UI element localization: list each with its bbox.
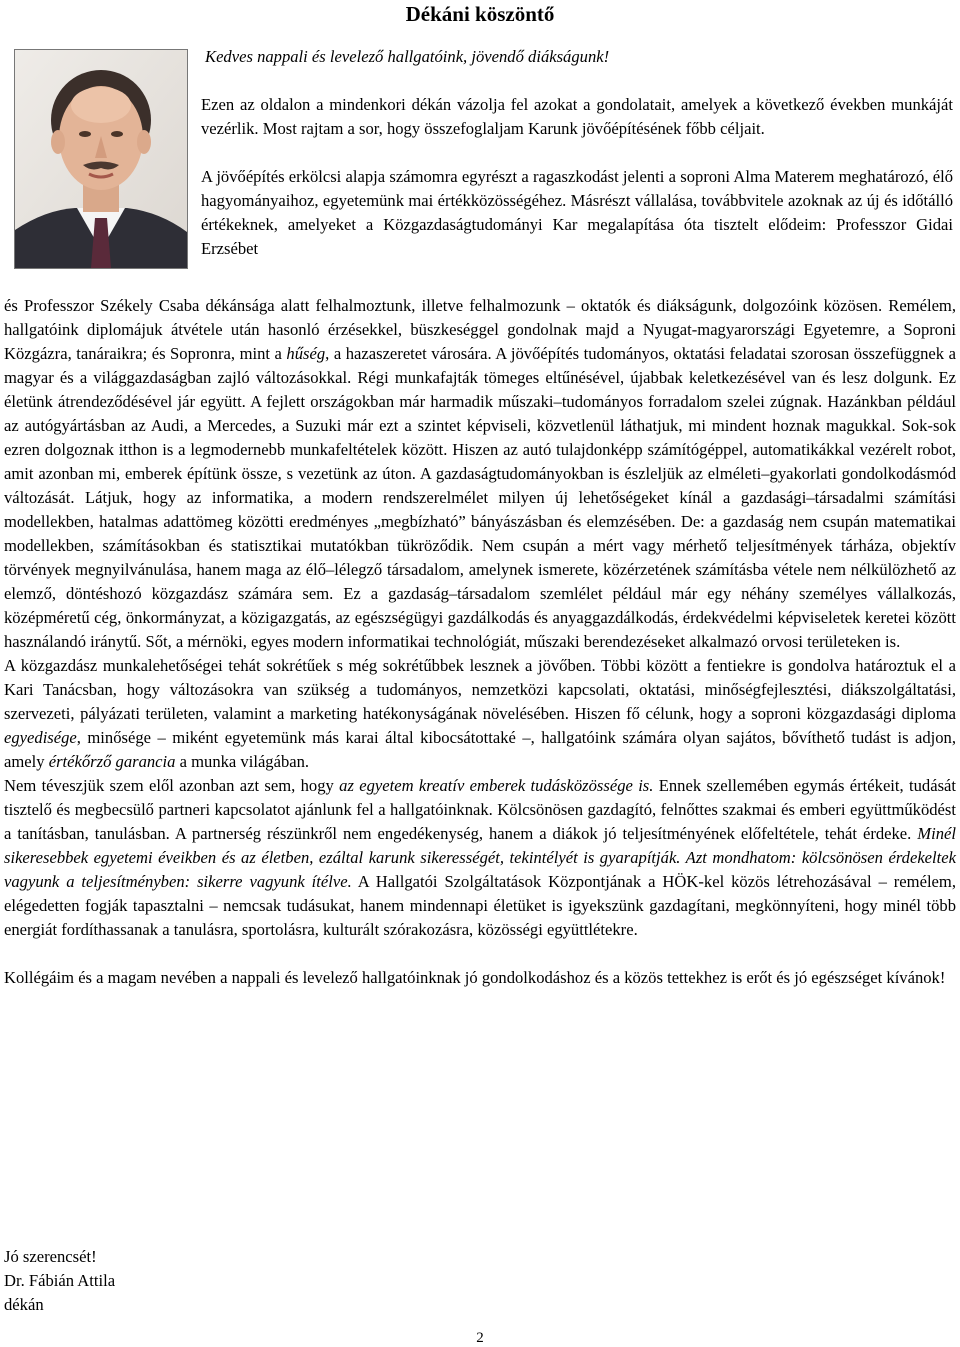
emphasis-egyedisege: egyedisége [4, 728, 77, 747]
sign-wish: Jó szerencsét! [4, 1247, 97, 1266]
page-title: Dékáni köszöntő [405, 2, 555, 26]
dean-portrait-photo [14, 49, 188, 269]
body-paragraph-2-text-c: a munka világában. [175, 752, 310, 771]
intro-section [201, 45, 953, 261]
sign-name: Dr. Fábián Attila [4, 1271, 116, 1290]
emphasis-ertekorzo-garancia: értékőrző garancia [48, 752, 176, 771]
signature-block [4, 1245, 115, 1317]
page-number: 2 [476, 1330, 484, 1346]
intro-paragraph-1: Ezen az oldalon a mindenkori dékán vázolja fel azokat a gondolatait, amelyek a következő években munkáját vezérlik. Most rajtam a sor, hogy összefoglaljam Karunk jövőépítésének főbb céljait. [201, 95, 953, 138]
body-paragraph-3-text-a: Nem téveszjük szem elől azonban azt sem, hogy [4, 776, 340, 795]
body-paragraph-2-text-a: A közgazdász munkalehetőségei tehát sokrétűek s még sokrétűbbek lesznek a jövőben. Többi között a fentiekre is gondolva határoztuk el a Kari Tanácsban, hogy változásokra van szükség a tudományos, nemzetközi kapcsolati, oktatási, minőségfejlesztési, diákszolgáltatási, szervezeti, pályázati területen, valamint a marketing hatékonyságának növelésében. Hiszen fő célunk, hogy a soproni közgazdasági diploma [4, 656, 956, 723]
portrait-illustration [15, 50, 187, 268]
body-paragraph-3-text-b: Ennek szellemében egymás értékeit, tudását tisztelő és megbecsülő partneri kapcsolatot ajánlunk fel a hallgatóinknak. Kölcsönösen gazdagító, felnőttes szakmai és emberi együttműködést a tanításban, tanulásban. A partnerség részünkről nem engedékenység, hanem a diákok jó teljesítményének előfeltétele, tehát érdeke. [4, 776, 956, 843]
body-paragraph-3-text-c: A Hallgatói Szolgáltatások Központjának a HÖK-kel közös létrehozásával – remélem, elégedetten fogják tapasztalni – nemcsak tudásukat, hanem mindennapi életüket is igyekszünk gazdagítani, megkönnyíteni, hogy minél több energiát fordíthassanak a tanulásra, sportolásra, kulturált szórakozásra, közösségi együttlétekre. [4, 872, 956, 939]
emphasis-tudaskozosseg: az egyetem kreatív emberek tudásközössége is. [339, 776, 654, 795]
body-paragraph-3 [4, 774, 956, 942]
body-paragraph-1-text-b: , a hazaszeretet városára. A jövőépítés tudományos, oktatási feladatai szorosan összefüggnek a magyar és a világgazdaságban zajló változásokkal. Régi munkafajták tömeges eltűnésével, újabbak keletkezésével van és lesz dolgunk. Ez életünk átrendeződésével jár együtt. A fejlett országokban már harmadik műszaki–tudományos forradalom szelei zúgnak. Hazánkban például az autógyártásban az Audi, a Mercedes, a Suzuki már ezt a szintet képviseli, közvetlenül láthatjuk, mi mindent hoznak magukkal. Sok-sok ezren dolgoznak itthon is a legmodernebb munkafeltételek között. Hiszen az autó tulajdonképp számítógéppel, automatikákkal vezérelt robot, amit azonban mi, emberek építünk össze, s vezetünk az úton. A gazdaságtudományokban is észleljük az elméleti–gyakorlati gondolkodásmód változását. Látjuk, hogy az informatika, a modern rendszerelmélet milyen új lehetőségeket kínál a gazdasági–társadalmi számítási modellekben, hatalmas adattömeg közötti eredményes „megbízható” bányászásban és elemzésében. De: a gazdaság nem csupán matematikai modellekben, számításokban és statisztikai mutatókban tükröződik. Nem csupán a mért vagy mérhető teljesítmények tárháza, objektív törvények megnyilvánulása, hanem maga az élő–lélegző társadalom, amelynek ismerete, közérzetének számításba vétele nem nélkülözhető az elemző, döntéshozó közgazdász számára sem. Ez a gazdaság–társadalom szemlélet például már egy néhány személyes vállalkozás, középméretű cég, önkormányzat, a közigazgatás, az egészségügyi gazdálkodás és anyaggazdálkodás, érdekvédelmi képviseletek keretei között használandó iránytű. Sőt, a mérnöki, egyes modern informatikai technológiát, műszaki berendezéseket alkalmazó orvosi területeken is. [4, 344, 956, 651]
emphasis-sikerre-iteltek: Minél sikeresebbek egyetemi éveikben és az életben, ezáltal karunk sikerességét, tekintélyét is gyarapítják. Azt mondhatom: kölcsönösen érdekeltek vagyunk a teljesítményben: sikerre vagyunk ítélve. [4, 824, 956, 891]
closing-paragraph: Kollégáim és a magam nevében a nappali és levelező hallgatóinknak jó gondolkodáshoz és a közös tettekhez is erőt és jó egészséget kívánok! [4, 968, 946, 987]
sign-role: dékán [4, 1295, 44, 1314]
body-paragraph-2 [4, 654, 956, 774]
body-section [4, 294, 956, 990]
body-paragraph-1 [4, 294, 956, 654]
intro-paragraph-2: A jövőépítés erkölcsi alapja számomra egyrészt a ragaszkodást jelenti a soproni Alma Materem meghatározó, élő hagyományaihoz, egyetemünk mai értékközösségéhez. Másrészt vállalása, továbbvitele azoknak az új és időtálló értékeknek, amelyeket a Közgazdaságtudományi Kar megalapítása óta tisztelt elődeim: Professzor Gidai Erzsébet [201, 167, 953, 258]
body-paragraph-2-text-b: , minősége – miként egyetemünk más karai által kibocsátottaké –, hallgatóink számára olyan sajátos, bővíthető tudást is adjon, amely [4, 728, 956, 771]
greeting-line: Kedves nappali és levelező hallgatóink, jövendő diákságunk! [205, 47, 610, 66]
emphasis-huseg: hűség [286, 344, 326, 363]
body-paragraph-1-text-a: és Professzor Székely Csaba dékánsága alatt felhalmoztunk, illetve felhalmozunk – oktatók és diákságunk, dolgozóink közösen. Remélem, hallgatóink diplomájuk átvétele után hasonló érzésekkel, büszkeséggel gondolnak majd a Nyugat-magyarországi Egyetemre, a Soproni Közgázra, tanáraikra; és Sopronra, mint a [4, 296, 956, 363]
